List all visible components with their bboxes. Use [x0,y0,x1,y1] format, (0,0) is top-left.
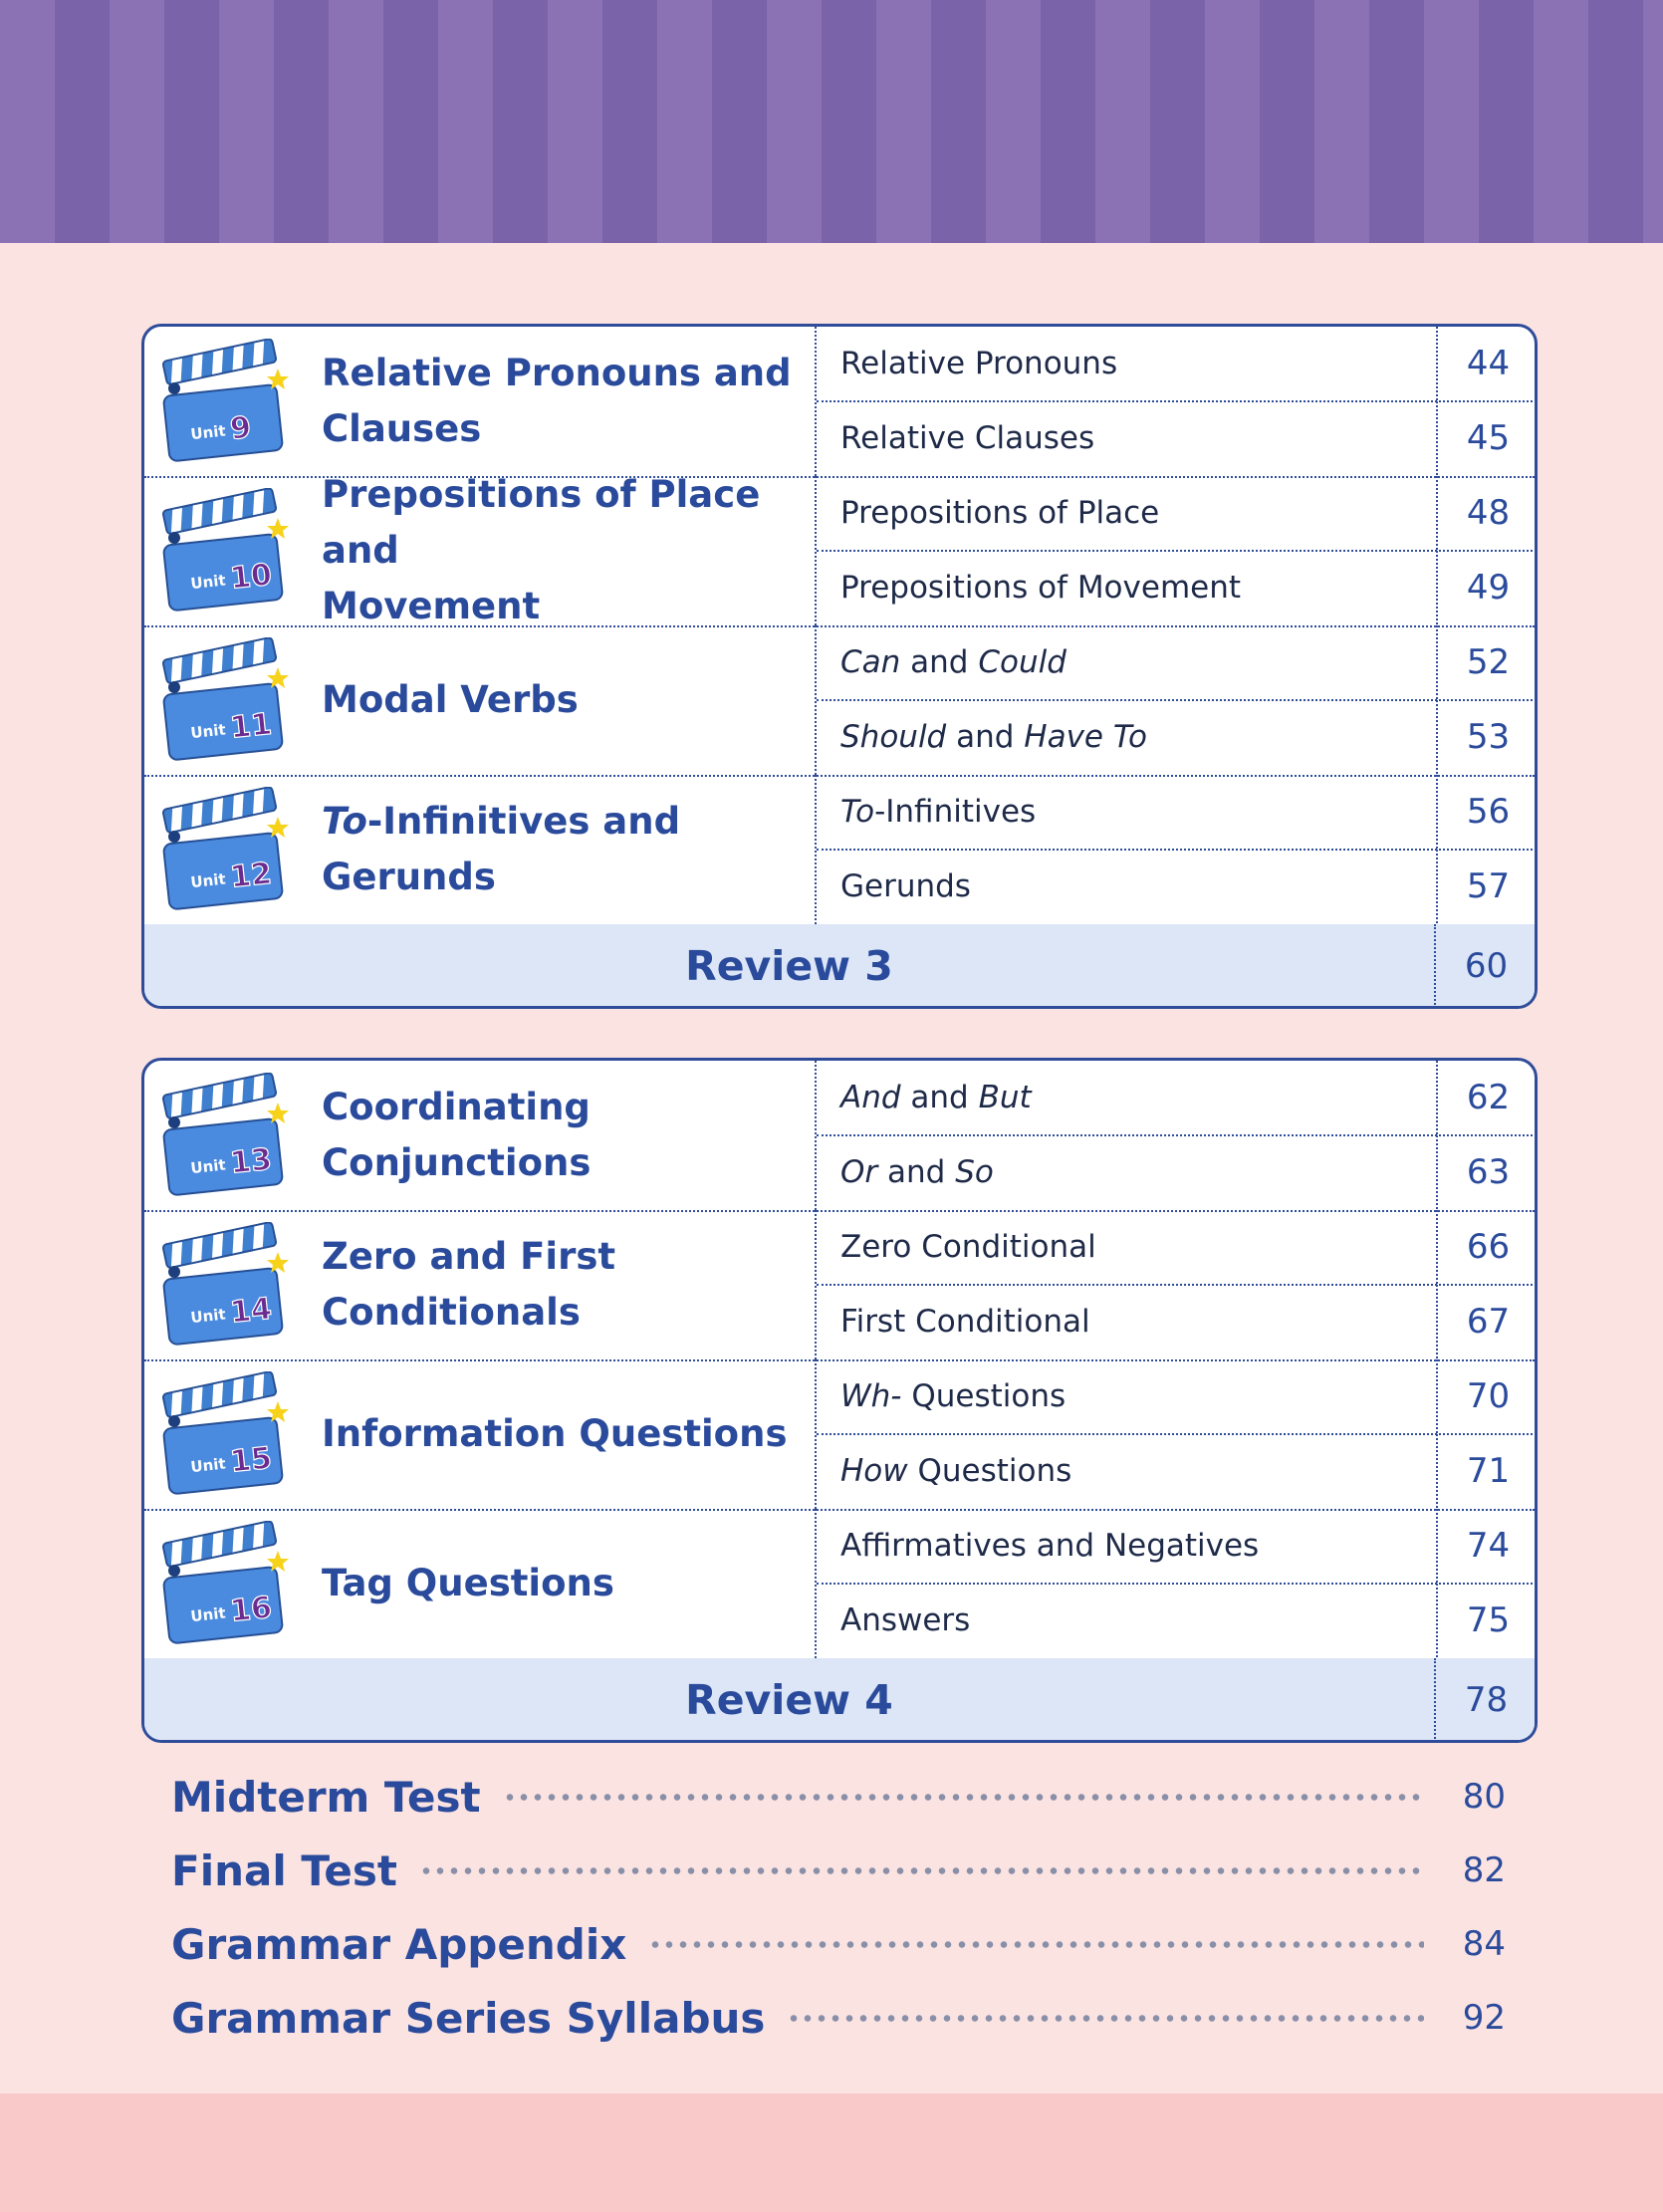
lesson-title [840,551,1241,624]
lesson-title [840,476,1159,550]
text-segment: Answers [840,1602,971,1638]
unit-title [322,625,810,775]
unit-title-line [322,1080,810,1135]
lesson-list [815,1210,1537,1359]
unit-title [322,327,810,476]
unit-title [322,1061,810,1210]
lesson-page-number: 62 [1436,1061,1538,1134]
clapperboard-icon [160,339,290,463]
text-segment: and [877,1154,956,1190]
italic-text: To [322,800,367,843]
unit-number: 14 [228,1291,274,1331]
text-segment: -Infinitives [874,794,1037,830]
unit-title-line [322,1135,810,1191]
review-page-number: 60 [1434,924,1537,1009]
italic-text: Have To [1024,719,1147,755]
unit-title [322,775,810,924]
italic-text: Wh- [840,1378,902,1414]
clapperboard-icon [160,488,290,613]
text-segment: Zero Conditional [840,1229,1096,1265]
lesson-row[interactable] [817,1434,1537,1509]
unit-title-line [322,850,810,905]
text-segment: Zero and First [322,1235,616,1278]
unit-number: 9 [228,409,253,447]
lesson-row[interactable] [817,625,1537,701]
lesson-row[interactable] [817,327,1537,402]
unit-row [144,625,1535,777]
unit-title-line [322,672,810,728]
lesson-row[interactable] [817,1135,1537,1210]
lesson-title [840,625,1067,699]
dot-leader [787,2014,1424,2023]
lesson-title [840,401,1094,475]
unit-heading [144,1359,815,1509]
unit-badge-label: Unit [189,1155,227,1178]
text-segment: Movement [322,585,541,627]
extra-entry-title: Final Test [171,1845,397,1895]
lesson-page-number: 71 [1436,1434,1538,1508]
unit-title-line [322,794,810,850]
lesson-page-number: 67 [1436,1285,1538,1358]
unit-number: 10 [228,557,274,597]
italic-text: Should [840,719,947,755]
dot-leader [503,1793,1424,1802]
unit-badge-label: Unit [189,571,227,594]
review-row[interactable] [144,924,1535,1009]
text-segment: Prepositions of Place [840,495,1160,531]
lesson-page-number: 56 [1436,775,1538,849]
text-segment: -Infinitives and [366,800,681,843]
text-segment: Tag Questions [322,1562,614,1604]
footer-band [0,2093,1663,2212]
extra-entry-page-number: 92 [1462,1998,1506,2038]
lesson-title [840,1061,1032,1134]
lesson-page-number: 48 [1436,476,1538,550]
lesson-title [840,1285,1090,1358]
unit-title-line [322,467,810,579]
unit-number: 15 [228,1440,274,1480]
unit-badge-label: Unit [189,1454,227,1477]
text-segment: Information Questions [322,1412,788,1455]
text-segment: Relative Pronouns [840,346,1118,381]
unit-row [144,1359,1535,1511]
lesson-list [815,625,1537,775]
clapperboard-icon [160,1073,290,1197]
lesson-title [840,1509,1259,1583]
review-page-number: 78 [1434,1658,1537,1743]
text-segment: Prepositions of Place and [322,473,761,572]
lesson-page-number: 44 [1436,327,1538,400]
lesson-row[interactable] [817,1210,1537,1286]
unit-badge-label: Unit [189,720,227,743]
clapperboard-icon [160,787,290,911]
unit-badge-label: Unit [189,869,227,892]
italic-text: And [840,1080,901,1115]
text-segment: Relative Clauses [840,420,1095,456]
lesson-list [815,1359,1537,1509]
extra-entry[interactable] [171,1988,1506,2048]
lesson-list [815,775,1537,924]
text-segment: Gerunds [840,868,971,904]
extra-entry-page-number: 82 [1462,1850,1506,1890]
italic-text: Can [840,644,901,680]
unit-row [144,1210,1535,1361]
header-band [0,0,1663,243]
unit-title-line [322,1406,810,1462]
text-segment: Conjunctions [322,1141,592,1184]
lesson-row[interactable] [817,476,1537,552]
italic-text: Or [840,1154,878,1190]
unit-heading [144,625,815,775]
unit-title-line [322,1285,810,1341]
lesson-page-number: 49 [1436,551,1538,624]
unit-title [322,1509,810,1658]
unit-row [144,327,1535,478]
unit-heading [144,473,815,627]
unit-title-line [322,401,810,457]
unit-number: 11 [228,706,274,746]
unit-heading [144,1061,815,1210]
extra-entry-title: Grammar Series Syllabus [171,1993,766,2043]
extra-entry[interactable] [171,1914,1506,1974]
lesson-row[interactable] [817,1285,1537,1359]
lesson-title [840,850,971,923]
text-segment: and [900,644,979,680]
lesson-list [815,476,1537,625]
text-segment: Conditionals [322,1291,581,1334]
lesson-list [815,327,1537,476]
unit-badge-label: Unit [189,1305,227,1328]
unit-title [322,473,810,627]
unit-row [144,473,1535,627]
unit-row [144,1061,1535,1212]
lesson-page-number: 74 [1436,1509,1538,1583]
review-title: Review 3 [685,942,893,990]
dot-leader [648,1940,1424,1949]
lesson-title [840,1584,970,1657]
extra-entry[interactable] [171,1767,1506,1827]
italic-text: How [840,1453,908,1489]
lesson-page-number: 75 [1436,1584,1538,1657]
unit-title-line [322,346,810,401]
unit-title [322,1359,810,1509]
text-segment: Relative Pronouns and [322,352,792,394]
clapperboard-icon [160,1222,290,1347]
lesson-page-number: 52 [1436,625,1538,699]
clapperboard-icon [160,637,290,762]
lesson-row[interactable] [817,1584,1537,1658]
lesson-row[interactable] [817,850,1537,924]
unit-row [144,1509,1535,1660]
lesson-page-number: 70 [1436,1359,1538,1433]
text-segment: Coordinating [322,1086,591,1128]
unit-heading [144,1509,815,1658]
text-segment: First Conditional [840,1304,1090,1340]
italic-text: To [840,794,875,830]
toc-section-units-13-16 [141,1058,1538,1743]
lesson-title [840,700,1147,774]
clapperboard-icon [160,1371,290,1496]
lesson-page-number: 57 [1436,850,1538,923]
lesson-row[interactable] [817,700,1537,775]
unit-number: 16 [228,1590,274,1629]
unit-heading [144,775,815,924]
extra-entry-page-number: 80 [1462,1777,1506,1817]
lesson-title [840,1359,1066,1433]
lesson-title [840,1135,994,1209]
unit-number: 12 [228,856,274,895]
text-segment: Prepositions of Movement [840,570,1242,606]
lesson-title [840,1434,1071,1508]
lesson-page-number: 63 [1436,1135,1538,1209]
lesson-row[interactable] [817,775,1537,851]
lesson-title [840,775,1036,849]
dot-leader [419,1866,1424,1875]
unit-number: 13 [228,1141,274,1181]
lesson-page-number: 45 [1436,401,1538,475]
unit-title-line [322,1556,810,1611]
review-row[interactable] [144,1658,1535,1743]
lesson-row[interactable] [817,401,1537,476]
italic-text: Could [978,644,1067,680]
text-segment: and [900,1080,979,1115]
clapperboard-icon [160,1521,290,1645]
text-segment: Questions [907,1453,1072,1489]
extra-entry-page-number: 84 [1462,1924,1506,1964]
text-segment: Gerunds [322,856,496,898]
lesson-list [815,1061,1537,1210]
review-title: Review 4 [685,1676,893,1724]
lesson-row[interactable] [817,1509,1537,1585]
extra-entry-title: Grammar Appendix [171,1919,627,1969]
extra-entry[interactable] [171,1841,1506,1900]
lesson-row[interactable] [817,1359,1537,1435]
unit-row [144,775,1535,926]
unit-heading [144,1210,815,1359]
unit-title [322,1210,810,1359]
unit-badge-label: Unit [189,421,227,444]
extra-entry-title: Midterm Test [171,1772,481,1822]
text-segment: Clauses [322,407,482,450]
unit-title-line [322,1229,810,1285]
text-segment: Modal Verbs [322,678,579,721]
lesson-page-number: 53 [1436,700,1538,774]
unit-heading [144,327,815,476]
text-segment: Affirmatives and Negatives [840,1528,1260,1564]
italic-text: So [955,1154,994,1190]
text-segment: and [946,719,1025,755]
lesson-title [840,327,1117,400]
lesson-title [840,1210,1096,1284]
italic-text: But [978,1080,1032,1115]
toc-section-units-9-12 [141,324,1538,1009]
lesson-page-number: 66 [1436,1210,1538,1284]
text-segment: Questions [901,1378,1067,1414]
lesson-row[interactable] [817,551,1537,625]
lesson-row[interactable] [817,1061,1537,1136]
unit-badge-label: Unit [189,1603,227,1626]
lesson-list [815,1509,1537,1658]
